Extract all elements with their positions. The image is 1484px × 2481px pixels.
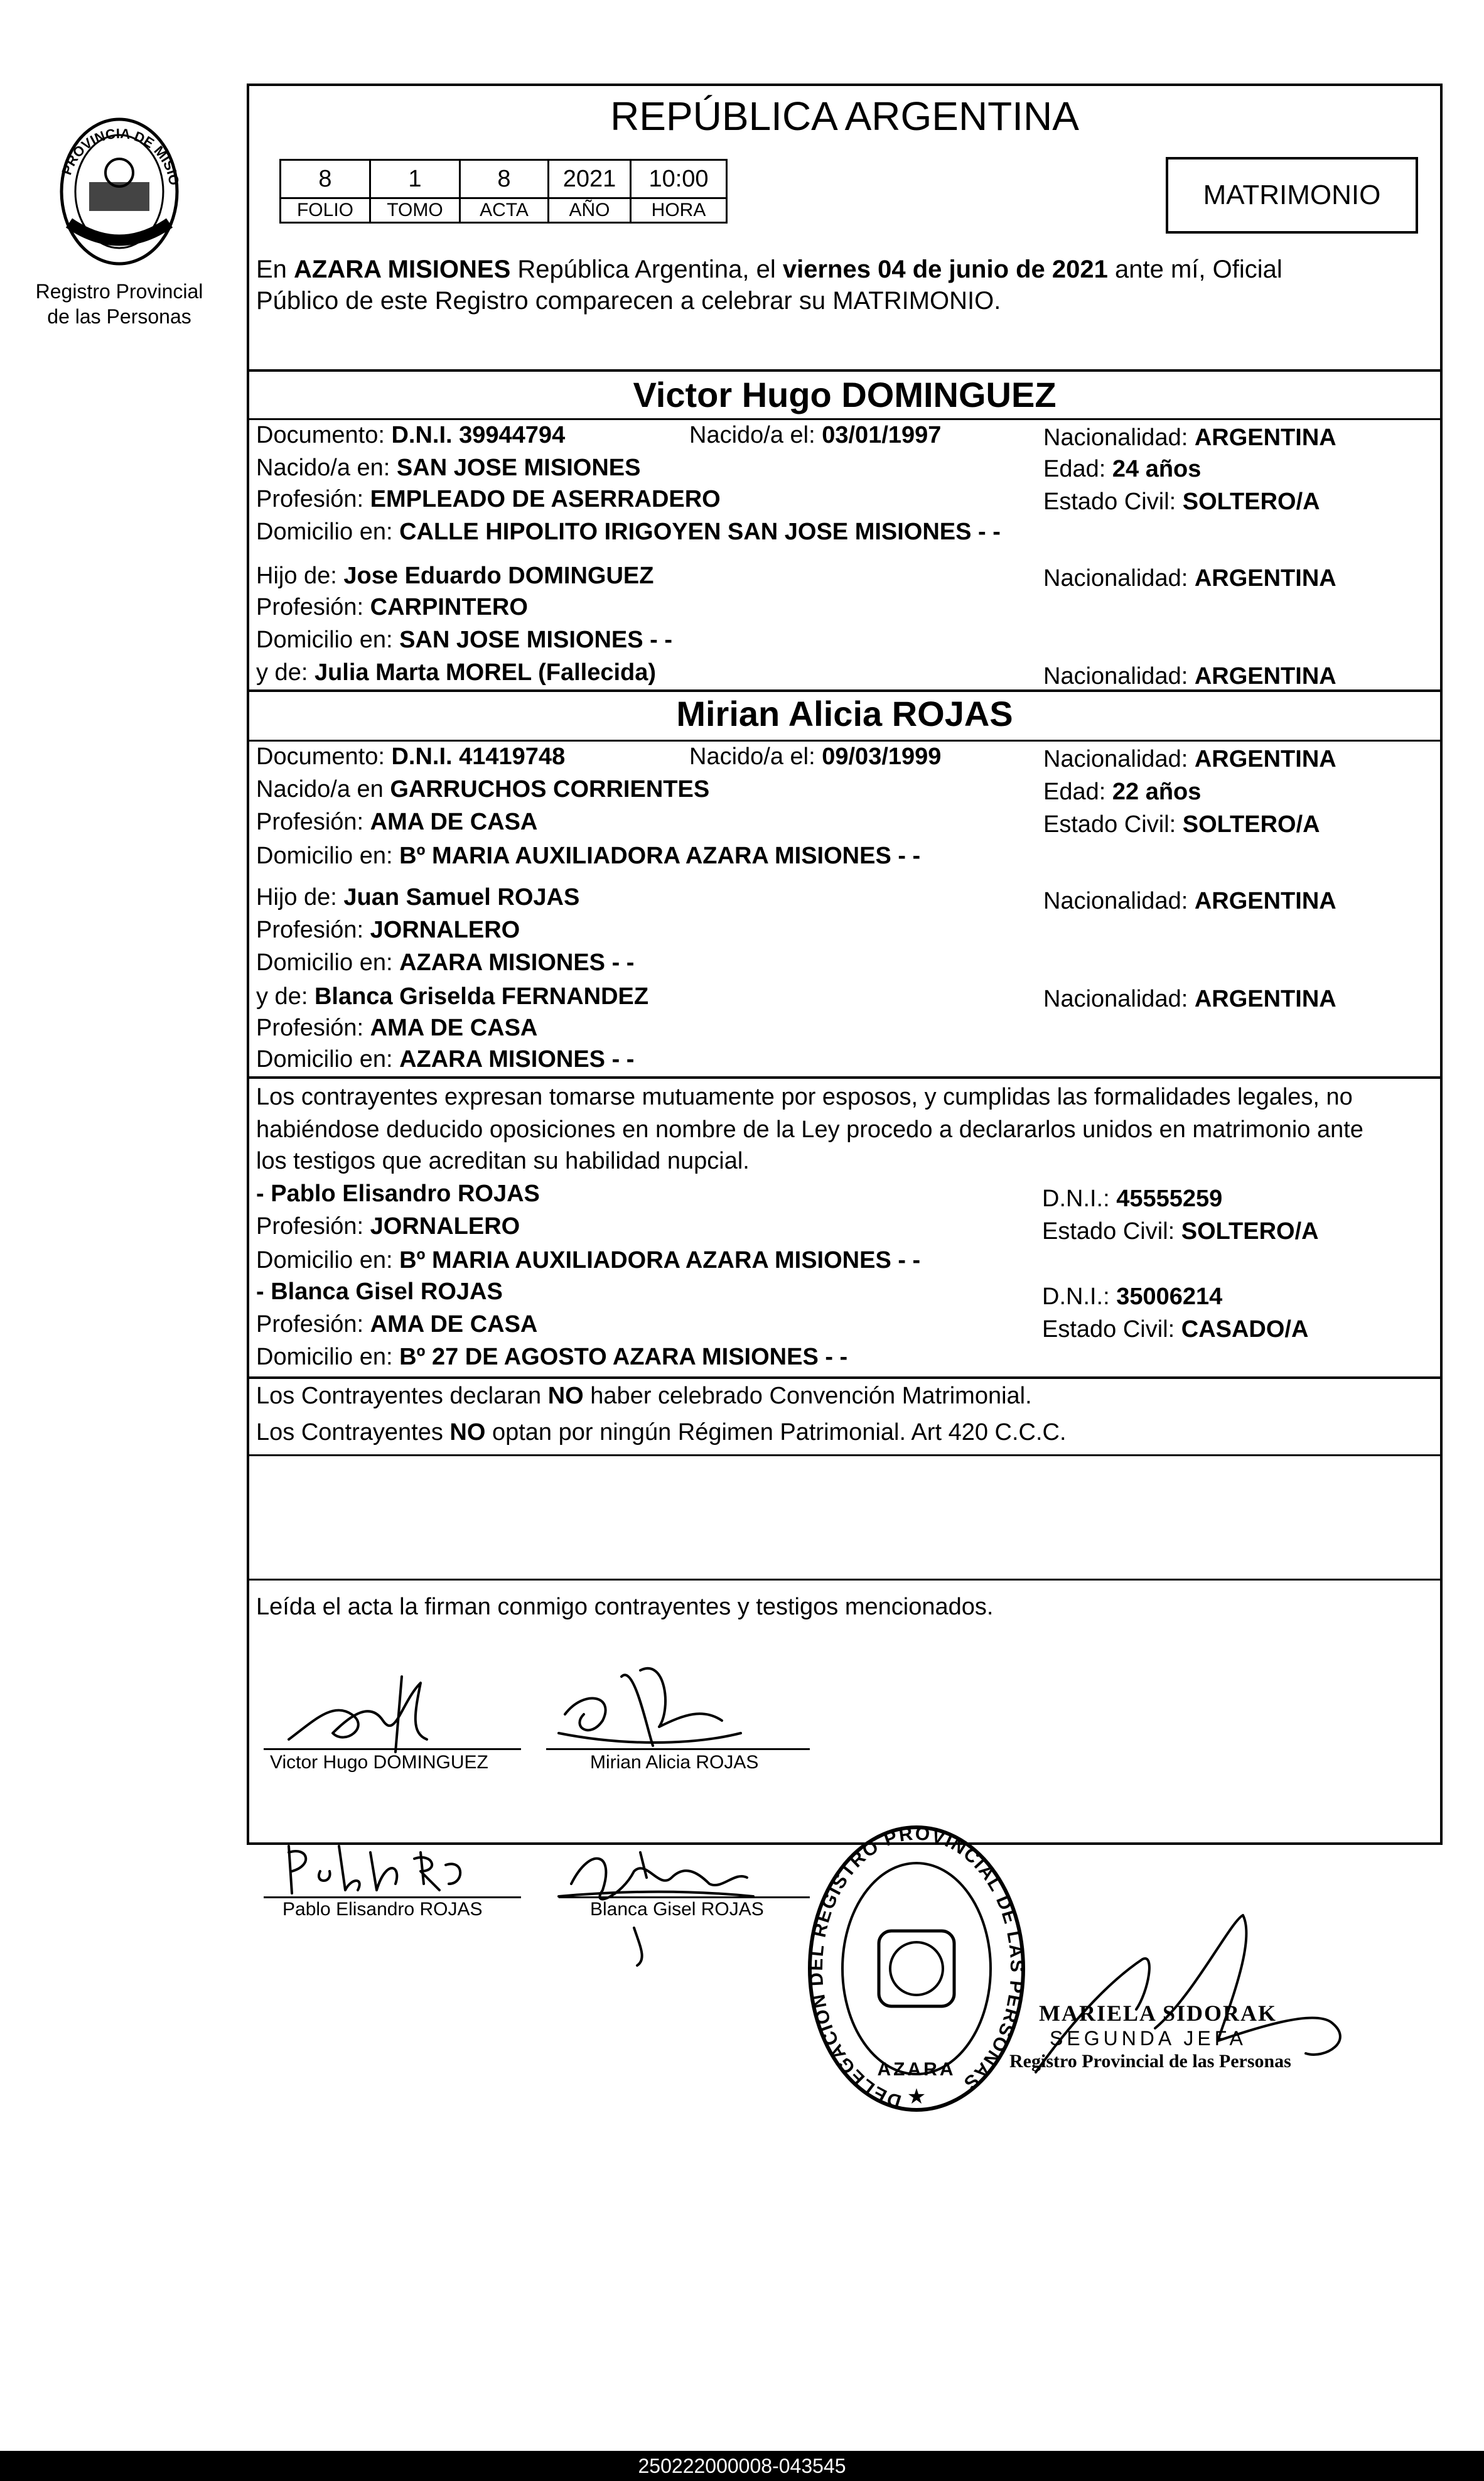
groom-civil-status (1043, 486, 1320, 517)
field-value: 22 años (1112, 779, 1202, 805)
groom-father-nationality (1043, 563, 1336, 594)
divider (247, 1579, 1443, 1581)
field-label: Hijo de: (256, 563, 344, 589)
field-label: Domicilio en: (256, 843, 400, 869)
intro-place: AZARA MISIONES (294, 256, 511, 283)
field-value: SOLTERO/A (1181, 1218, 1319, 1245)
field-value: ARGENTINA (1194, 888, 1336, 914)
record-type-box: MATRIMONIO (1166, 157, 1418, 234)
field-value: SOLTERO/A (1182, 489, 1320, 515)
registry-caption-line2: de las Personas (47, 305, 191, 328)
official-name: MARIELA SIDORAK (1039, 2001, 1277, 2026)
bride-document (256, 741, 565, 772)
svg-text:PROVINCIA DE MISIONES: PROVINCIA DE MISIO (58, 125, 183, 186)
bride-father-address (256, 947, 634, 978)
field-label: Edad: (1043, 456, 1112, 482)
field-label: Domicilio en: (256, 1046, 400, 1073)
declaration-line-1: Los contrayentes expresan tomarse mutuamente por esposos, y cumplidas las formalidades legales, no (256, 1084, 1353, 1110)
field-label: Profesión: (256, 594, 370, 620)
field-value: 24 años (1112, 456, 1202, 482)
bride-father-nationality (1043, 885, 1336, 917)
field-label: Domicilio en: (256, 1247, 400, 1273)
field-value: ARGENTINA (1194, 986, 1336, 1012)
field-label: Edad: (1043, 779, 1112, 805)
acta-value: 8 (460, 160, 549, 198)
field-value: CALLE HIPOLITO IRIGOYEN SAN JOSE MISIONES - - (399, 519, 1001, 545)
field-value: JORNALERO (370, 917, 520, 943)
stamp-ring-text: DELEGACION DEL REGISTRO PROVINCIAL DE LAS PERSONAS (805, 1823, 1028, 2112)
groom-profession (256, 484, 721, 515)
field-value: Bº MARIA AUXILIADORA AZARA MISIONES - - (399, 1247, 921, 1273)
field-label: D.N.I.: (1042, 1186, 1117, 1212)
regime-line-2 (256, 1417, 1067, 1448)
bride-father-profession (256, 914, 520, 946)
groom-father-profession (256, 592, 528, 623)
tomo-value: 1 (370, 160, 460, 198)
field-label: Hijo de: (256, 884, 344, 911)
intro-line-2: Público de este Registro comparecen a celebrar su MATRIMONIO. (256, 287, 1001, 315)
field-label: Estado Civil: (1043, 489, 1183, 515)
signature-line (559, 1896, 810, 1898)
field-value: Bº MARIA AUXILIADORA AZARA MISIONES - - (399, 843, 921, 869)
official-office: Registro Provincial de las Personas (1009, 2051, 1291, 2072)
field-label: Documento: (256, 743, 392, 770)
bride-mother (256, 981, 648, 1012)
intro-text: ante mí, Oficial (1107, 256, 1282, 283)
field-label: Nacionalidad: (1043, 424, 1195, 451)
field-value: 45555259 (1116, 1186, 1223, 1212)
witness-2-signature-label: Blanca Gisel ROJAS (590, 1899, 764, 1920)
groom-address (256, 516, 1001, 548)
divider (247, 1376, 1443, 1379)
anio-label: AÑO (549, 198, 631, 223)
divider (247, 369, 1443, 372)
field-label: Domicilio en: (256, 627, 400, 653)
bride-nationality (1043, 743, 1336, 775)
acta-label: ACTA (460, 198, 549, 223)
groom-nationality (1043, 422, 1336, 453)
registry-caption-line1: Registro Provincial (35, 280, 203, 303)
witness-2-address (256, 1341, 847, 1373)
field-value: D.N.I. 41419748 (391, 743, 566, 770)
field-label: Domicilio en: (256, 519, 400, 545)
witness-1-profession (256, 1211, 520, 1242)
hora-label: HORA (631, 198, 727, 223)
witness-1-signature (276, 1834, 477, 1903)
closing-statement: Leída el acta la firman conmigo contrayentes y testigos mencionados. (256, 1594, 994, 1620)
field-label: D.N.I.: (1042, 1284, 1117, 1310)
witness-2-profession (256, 1309, 537, 1340)
field-value: Jose Eduardo DOMINGUEZ (343, 563, 654, 589)
field-value: Bº 27 DE AGOSTO AZARA MISIONES - - (399, 1344, 848, 1370)
field-label: Profesión: (256, 486, 370, 512)
witness-2-name: - Blanca Gisel ROJAS (256, 1278, 503, 1305)
declaration-line-3: los testigos que acreditan su habilidad nupcial. (256, 1148, 750, 1174)
field-label: Estado Civil: (1042, 1218, 1181, 1245)
groom-name: Victor Hugo DOMINGUEZ (633, 375, 1057, 414)
groom-father-address (256, 624, 672, 656)
bride-address (256, 840, 920, 872)
witness-2-civil-status (1042, 1314, 1308, 1345)
country-title: REPÚBLICA ARGENTINA (610, 94, 1079, 139)
field-value: AMA DE CASA (370, 809, 538, 835)
field-value: Juan Samuel ROJAS (343, 884, 580, 911)
declaration-line-2: habiéndose deducido oposiciones en nombre de la Ley procedo a declararlos unidos en matrimonio ante (256, 1116, 1363, 1143)
folio-label: FOLIO (281, 198, 370, 223)
field-label: Nacido/a el: (689, 422, 822, 448)
field-value: AMA DE CASA (370, 1311, 538, 1338)
field-label: Estado Civil: (1042, 1316, 1181, 1343)
bride-birthplace (256, 774, 709, 805)
field-label: Domicilio en: (256, 949, 400, 976)
field-value: ARGENTINA (1194, 565, 1336, 592)
groom-birthdate (689, 419, 941, 451)
tomo-label: TOMO (370, 198, 460, 223)
field-label: Documento: (256, 422, 392, 448)
groom-father (256, 560, 653, 592)
field-value: ARGENTINA (1194, 663, 1336, 689)
field-value: EMPLEADO DE ASERRADERO (370, 486, 721, 512)
bride-father (256, 882, 579, 913)
registry-logo (44, 113, 195, 270)
bride-civil-status (1043, 809, 1320, 840)
divider (247, 1454, 1443, 1456)
regime-text: optan por ningún Régimen Patrimonial. Art 420 C.C.C. (485, 1419, 1067, 1446)
witness-1-name: - Pablo Elisandro ROJAS (256, 1181, 540, 1207)
field-label: Profesión: (256, 1213, 370, 1240)
anio-value: 2021 (549, 160, 631, 198)
stamp-star-icon: ★ (906, 2085, 927, 2109)
field-value: ARGENTINA (1194, 746, 1336, 772)
field-label: Profesión: (256, 1311, 370, 1338)
signature-line (264, 1896, 521, 1898)
intro-line-1 (256, 254, 1282, 285)
field-value: AZARA MISIONES - - (399, 949, 635, 976)
bride-profession (256, 806, 537, 838)
field-value: SAN JOSE MISIONES - - (399, 627, 673, 653)
field-label: Nacionalidad: (1043, 986, 1195, 1012)
field-label: Profesión: (256, 917, 370, 943)
groom-signature (276, 1664, 465, 1758)
bride-mother-nationality (1043, 983, 1336, 1015)
intro-text: En (256, 256, 294, 283)
intro-text: República Argentina, el (510, 256, 783, 283)
field-label: Profesión: (256, 809, 370, 835)
official-role: SEGUNDA JEFA (1050, 2027, 1247, 2050)
witness-1-address (256, 1245, 920, 1276)
registry-stamp (804, 1821, 1030, 2116)
groom-age (1043, 453, 1201, 485)
field-value: D.N.I. 39944794 (391, 422, 566, 448)
registry-caption (25, 279, 213, 329)
bride-signature-label: Mirian Alicia ROJAS (590, 1752, 759, 1773)
field-label: Domicilio en: (256, 1344, 400, 1370)
field-label: Nacionalidad: (1043, 663, 1195, 689)
witness-2-dni (1042, 1281, 1222, 1312)
field-value: JORNALERO (370, 1213, 520, 1240)
bride-signature (546, 1651, 753, 1758)
field-value: SOLTERO/A (1182, 811, 1320, 838)
field-label: Nacionalidad: (1043, 888, 1195, 914)
field-label: y de: (256, 983, 315, 1010)
groom-mother (256, 657, 656, 688)
field-value: Julia Marta MOREL (Fallecida) (314, 659, 657, 686)
field-label: y de: (256, 659, 315, 686)
record-reference-table (279, 159, 728, 224)
groom-birthplace (256, 452, 640, 484)
field-label: Estado Civil: (1043, 811, 1183, 838)
regime-text: haber celebrado Convención Matrimonial. (583, 1383, 1032, 1409)
bride-name: Mirian Alicia ROJAS (676, 694, 1013, 733)
field-label: Nacionalidad: (1043, 746, 1195, 772)
field-value: Blanca Griselda FERNANDEZ (314, 983, 649, 1010)
hora-value: 10:00 (631, 160, 727, 198)
folio-value: 8 (281, 160, 370, 198)
field-value: ARGENTINA (1194, 424, 1336, 451)
field-value: SAN JOSE MISIONES (396, 455, 641, 481)
regime-text: Los Contrayentes declaran (256, 1383, 548, 1409)
intro-date: viernes 04 de junio de 2021 (782, 256, 1108, 283)
divider (247, 1076, 1443, 1079)
field-value: CARPINTERO (370, 594, 528, 620)
field-label: Profesión: (256, 1015, 370, 1041)
regime-line-1 (256, 1380, 1032, 1412)
bride-mother-address (256, 1044, 634, 1075)
witness-1-civil-status (1042, 1216, 1319, 1247)
bride-birthdate (689, 741, 941, 772)
field-label: Nacionalidad: (1043, 565, 1195, 592)
field-value: 03/01/1997 (822, 422, 942, 448)
field-label: Nacido/a en: (256, 455, 397, 481)
regime-emphasis: NO (547, 1383, 584, 1409)
groom-mother-nationality (1043, 661, 1336, 692)
signature-line (264, 1748, 521, 1750)
bride-mother-profession (256, 1012, 537, 1044)
field-value: 09/03/1999 (822, 743, 942, 770)
field-label: Nacido/a en (256, 776, 390, 803)
field-value: GARRUCHOS CORRIENTES (390, 776, 710, 803)
signature-line (546, 1748, 810, 1750)
stamp-bottom-text: AZARA (877, 2059, 956, 2080)
witness-1-signature-label: Pablo Elisandro ROJAS (282, 1899, 483, 1920)
divider (247, 689, 1443, 692)
bride-age (1043, 776, 1201, 808)
field-value: 35006214 (1116, 1284, 1223, 1310)
witness-1-dni (1042, 1183, 1222, 1214)
regime-text: Los Contrayentes (256, 1419, 450, 1446)
misiones-seal-icon (44, 113, 195, 270)
field-value: AZARA MISIONES - - (399, 1046, 635, 1073)
groom-signature-label: Victor Hugo DOMINGUEZ (270, 1752, 488, 1773)
field-value: CASADO/A (1181, 1316, 1309, 1343)
regime-emphasis: NO (449, 1419, 486, 1446)
field-label: Nacido/a el: (689, 743, 822, 770)
groom-document (256, 419, 565, 451)
field-value: AMA DE CASA (370, 1015, 538, 1041)
document-barcode-footer: 250222000008-043545 (0, 2451, 1484, 2481)
